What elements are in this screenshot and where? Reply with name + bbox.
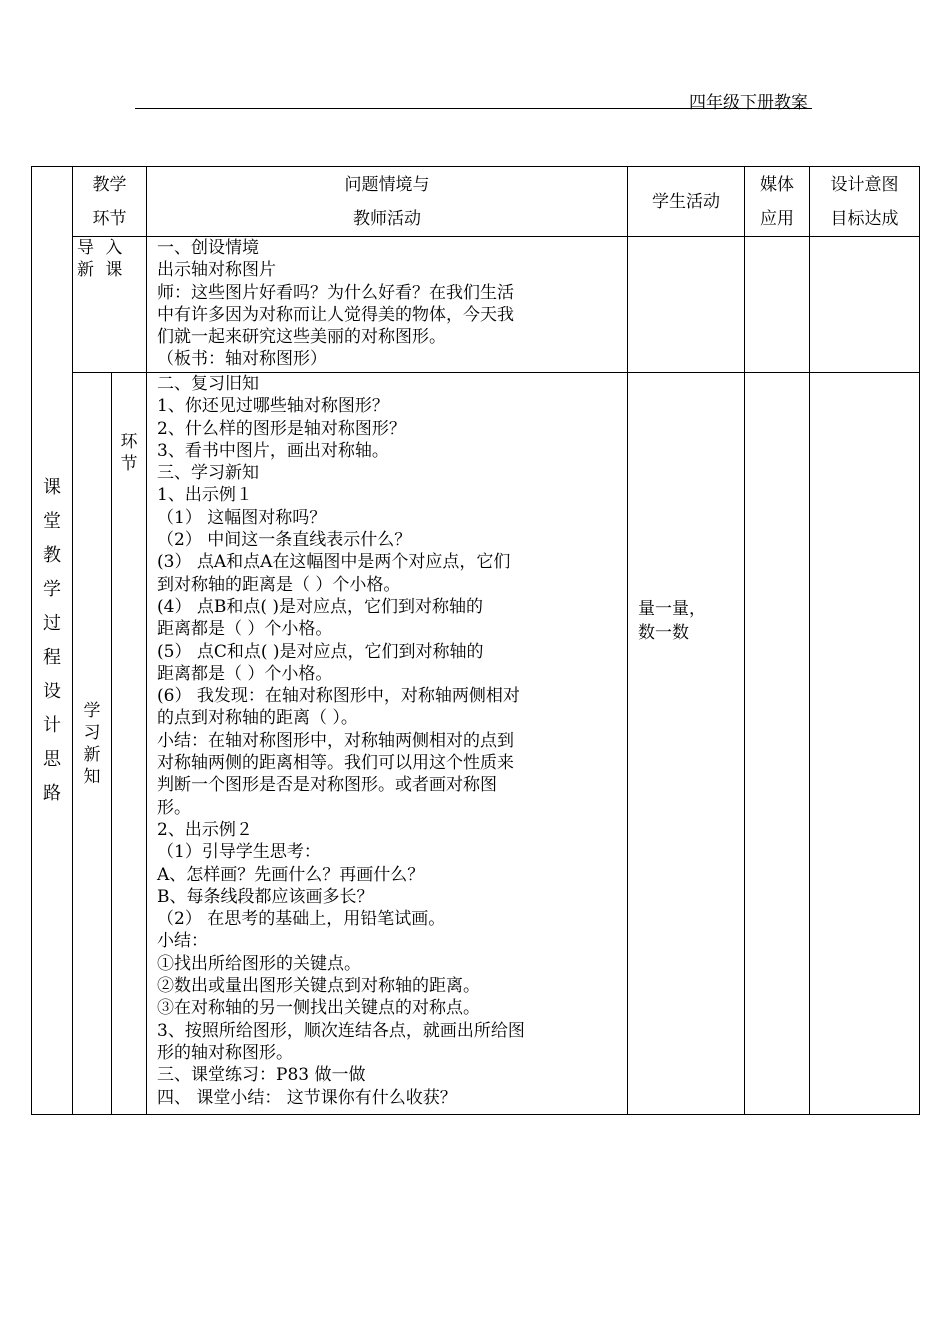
- activity-header: 问题情境与 教师活动: [147, 167, 628, 237]
- learn-line: 小结：: [157, 931, 208, 952]
- learn-sub-cell: [112, 373, 147, 1115]
- learn-line: A、怎样画？先画什么？再画什么？: [157, 864, 425, 885]
- lesson-plan-table: [31, 166, 920, 1115]
- intro-design-cell: [810, 237, 920, 373]
- intro-line: 中有许多因为对称而让人觉得美的物体，今天我: [157, 304, 514, 325]
- learn-line: B、每条线段都应该画多长？: [157, 886, 374, 907]
- learn-sub-text: [112, 431, 146, 475]
- learn-line: 判断一个图形是否是对称图形。或者画对称图: [157, 775, 497, 796]
- learn-line: ①找出所给图形的关键点。: [157, 953, 361, 974]
- learn-line: (3） 点A和点A在这幅图中是两个对应点，它们: [157, 552, 511, 573]
- learn-line: 二、复习旧知: [157, 374, 259, 394]
- intro-activity-cell: [147, 237, 628, 373]
- intro-line: 们就一起来研究这些美丽的对称图形。: [157, 327, 446, 348]
- learn-stage-cell: [73, 373, 112, 1115]
- learn-line: 三、学习新知: [157, 463, 259, 484]
- learn-lines: [157, 373, 623, 1109]
- header-title: 四年级下册教案: [689, 93, 808, 113]
- learn-line: 3、看书中图片，画出对称轴。: [157, 440, 389, 461]
- row-header-char: 思: [43, 748, 61, 770]
- learn-line: ③在对称轴的另一侧找出关键点的对称点。: [157, 998, 480, 1019]
- learn-line: （2） 中间这一条直线表示什么？: [157, 530, 412, 551]
- learn-line: (6） 我发现：在轴对称图形中，对称轴两侧相对: [157, 686, 520, 707]
- learn-line: 小结：在轴对称图形中，对称轴两侧相对的点到: [157, 730, 514, 751]
- learn-line: 形。: [157, 797, 191, 818]
- header-row: [32, 167, 920, 237]
- stage-header: 教学 环节: [73, 167, 147, 237]
- intro-row: [32, 237, 920, 373]
- row-header-text: [32, 471, 72, 811]
- learn-stage-char: 新: [83, 744, 101, 765]
- row-header-char: 学: [43, 578, 61, 600]
- learn-line: （2） 在思考的基础上，用铅笔试画。: [157, 909, 446, 930]
- learn-row: [32, 373, 920, 1115]
- intro-line: 师：这些图片好看吗？为什么好看？在我们生活: [157, 282, 514, 303]
- intro-line: 出示轴对称图片: [157, 260, 276, 281]
- learn-media-cell: [745, 373, 810, 1115]
- learn-sub-char: 节: [120, 454, 138, 474]
- learn-line: 2、出示例２: [157, 819, 253, 840]
- learn-line: 对称轴两侧的距离相等。我们可以用这个性质来: [157, 753, 514, 774]
- intro-lines: [157, 237, 623, 371]
- row-header-char: 过: [43, 612, 61, 634]
- row-header-char: 路: [43, 782, 61, 804]
- row-header-char: 程: [43, 646, 61, 668]
- learn-stage-text: [73, 700, 111, 788]
- learn-line: 距离都是（ ）个小格。: [157, 663, 333, 684]
- learn-stage-char: 知: [83, 766, 101, 787]
- intro-stage-cell: 导 入 新 课: [73, 237, 147, 373]
- learn-line: 四、 课堂小结： 这节课你有什么收获？: [157, 1087, 457, 1108]
- learn-line: 距离都是（ ）个小格。: [157, 619, 333, 640]
- row-header-char: 教: [43, 544, 61, 566]
- student-header: 学生活动: [628, 167, 745, 237]
- learn-line: 2、什么样的图形是轴对称图形？: [157, 418, 406, 439]
- intro-line: 一、创设情境: [157, 238, 259, 258]
- learn-line: 的点到对称轴的距离（ ）。: [157, 708, 358, 729]
- learn-line: 形的轴对称图形。: [157, 1042, 293, 1063]
- learn-stage-char: 习: [83, 722, 101, 743]
- learn-line: 1、你还见过哪些轴对称图形？: [157, 396, 389, 417]
- learn-line: ②数出或量出图形关键点到对称轴的距离。: [157, 976, 480, 997]
- learn-line: （1）引导学生思考：: [157, 842, 321, 863]
- media-header: 媒体 应用: [745, 167, 810, 237]
- intro-student-cell: [628, 237, 745, 373]
- learn-line: 到对称轴的距离是（ ）个小格。: [157, 574, 401, 595]
- learn-line: (4） 点B和点( )是对应点，它们到对称轴的: [157, 596, 484, 617]
- intro-media-cell: [745, 237, 810, 373]
- learn-stage-char: 学: [83, 700, 101, 721]
- learn-design-cell: [810, 373, 920, 1115]
- learn-line: 1、出示例１: [157, 485, 253, 506]
- row-header-cell: [32, 167, 73, 1115]
- learn-line: 三、课堂练习：P83 做一做: [157, 1065, 366, 1086]
- row-header-char: 堂: [43, 510, 61, 532]
- row-header-char: 课: [43, 476, 61, 498]
- learn-line: 3、按照所给图形，顺次连结各点，就画出所给图: [157, 1020, 525, 1041]
- row-header-char: 计: [43, 714, 61, 736]
- learn-line: (5） 点C和点( )是对应点，它们到对称轴的: [157, 641, 484, 662]
- page-header: [135, 88, 812, 113]
- learn-line: （1） 这幅图对称吗？: [157, 507, 327, 528]
- intro-line: （板书：轴对称图形）: [157, 349, 327, 370]
- row-header-char: 设: [43, 680, 61, 702]
- design-header: 设计意图 目标达成: [810, 167, 920, 237]
- learn-activity-cell: [147, 373, 628, 1115]
- learn-sub-char: 环: [120, 432, 138, 452]
- learn-student-cell: 量一量， 数一数: [628, 373, 745, 1115]
